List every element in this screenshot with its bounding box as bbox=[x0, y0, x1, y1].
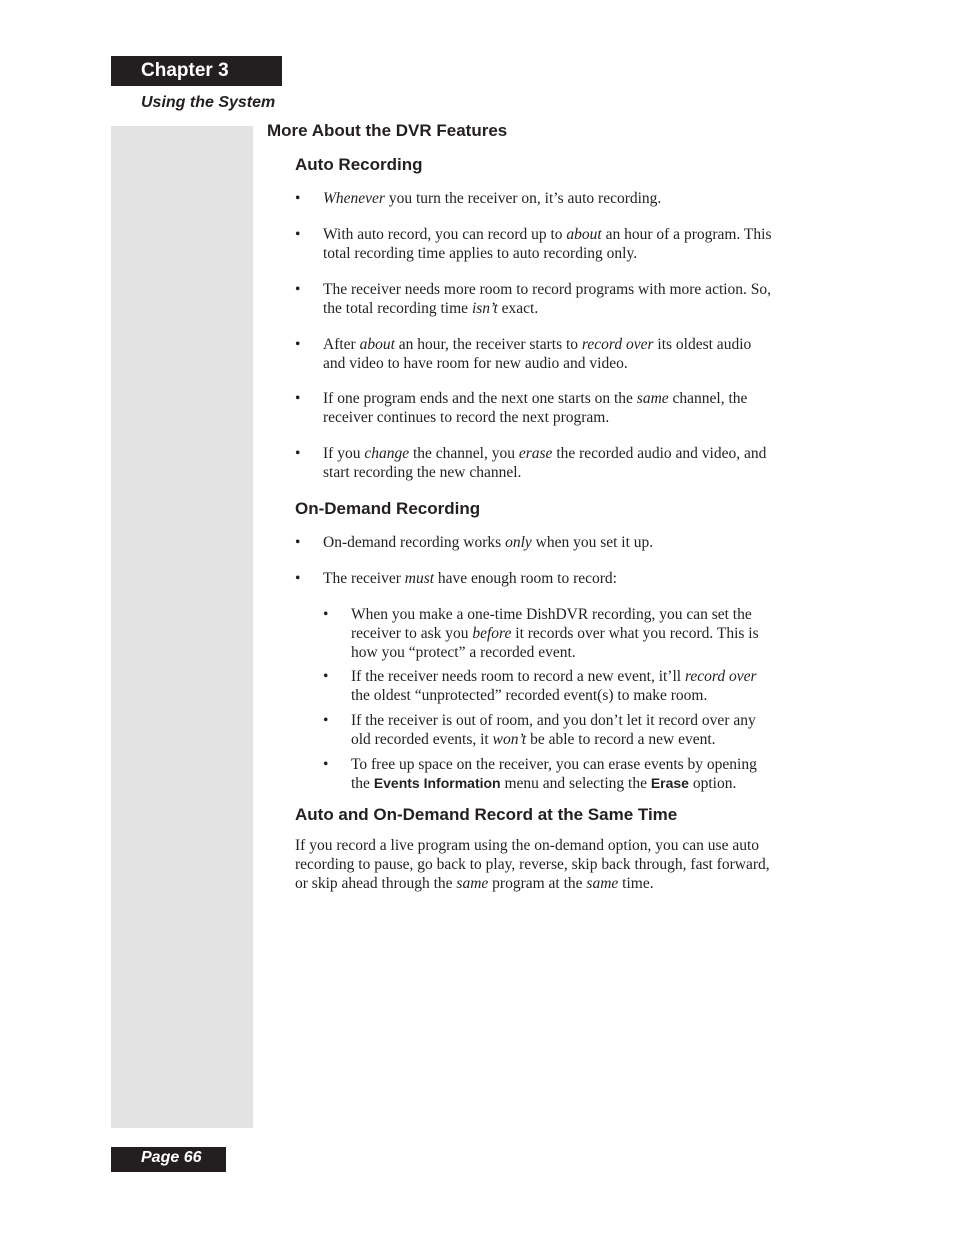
bullet-mark: • bbox=[295, 226, 301, 243]
menu-name-events-information: Events Information bbox=[373, 775, 501, 791]
bullet-mark: • bbox=[295, 570, 301, 587]
bullet-mark: • bbox=[295, 281, 301, 298]
side-panel bbox=[111, 126, 253, 1128]
bullet-mark: • bbox=[295, 190, 301, 207]
body-paragraph: If you record a live program using the on-demand option, you can use auto recording to pause, go back to play, reverse, skip back through, fast forward, or skip ahead through the same program at the same time. bbox=[295, 837, 770, 892]
chapter-label: Chapter 3 bbox=[141, 60, 229, 81]
bullet-mark: • bbox=[295, 390, 301, 407]
bullet-mark: • bbox=[323, 712, 329, 729]
page-number: Page 66 bbox=[141, 1149, 202, 1166]
heading-same-time: Auto and On-Demand Record at the Same Time bbox=[295, 805, 678, 824]
chapter-tab bbox=[111, 56, 282, 86]
bullet-mark: • bbox=[323, 668, 329, 685]
bullet-mark: • bbox=[295, 336, 301, 353]
bullet-mark: • bbox=[323, 606, 329, 623]
bullet-mark: • bbox=[295, 445, 301, 462]
section-subtitle: Using the System bbox=[141, 94, 276, 111]
heading-on-demand-recording: On-Demand Recording bbox=[295, 499, 481, 518]
heading-auto-recording: Auto Recording bbox=[295, 155, 423, 174]
option-name-erase: Erase bbox=[650, 775, 689, 791]
page-title: More About the DVR Features bbox=[267, 121, 508, 140]
bullet-mark: • bbox=[295, 534, 301, 551]
page-number-tab bbox=[111, 1147, 226, 1172]
bullet-mark: • bbox=[323, 756, 329, 773]
